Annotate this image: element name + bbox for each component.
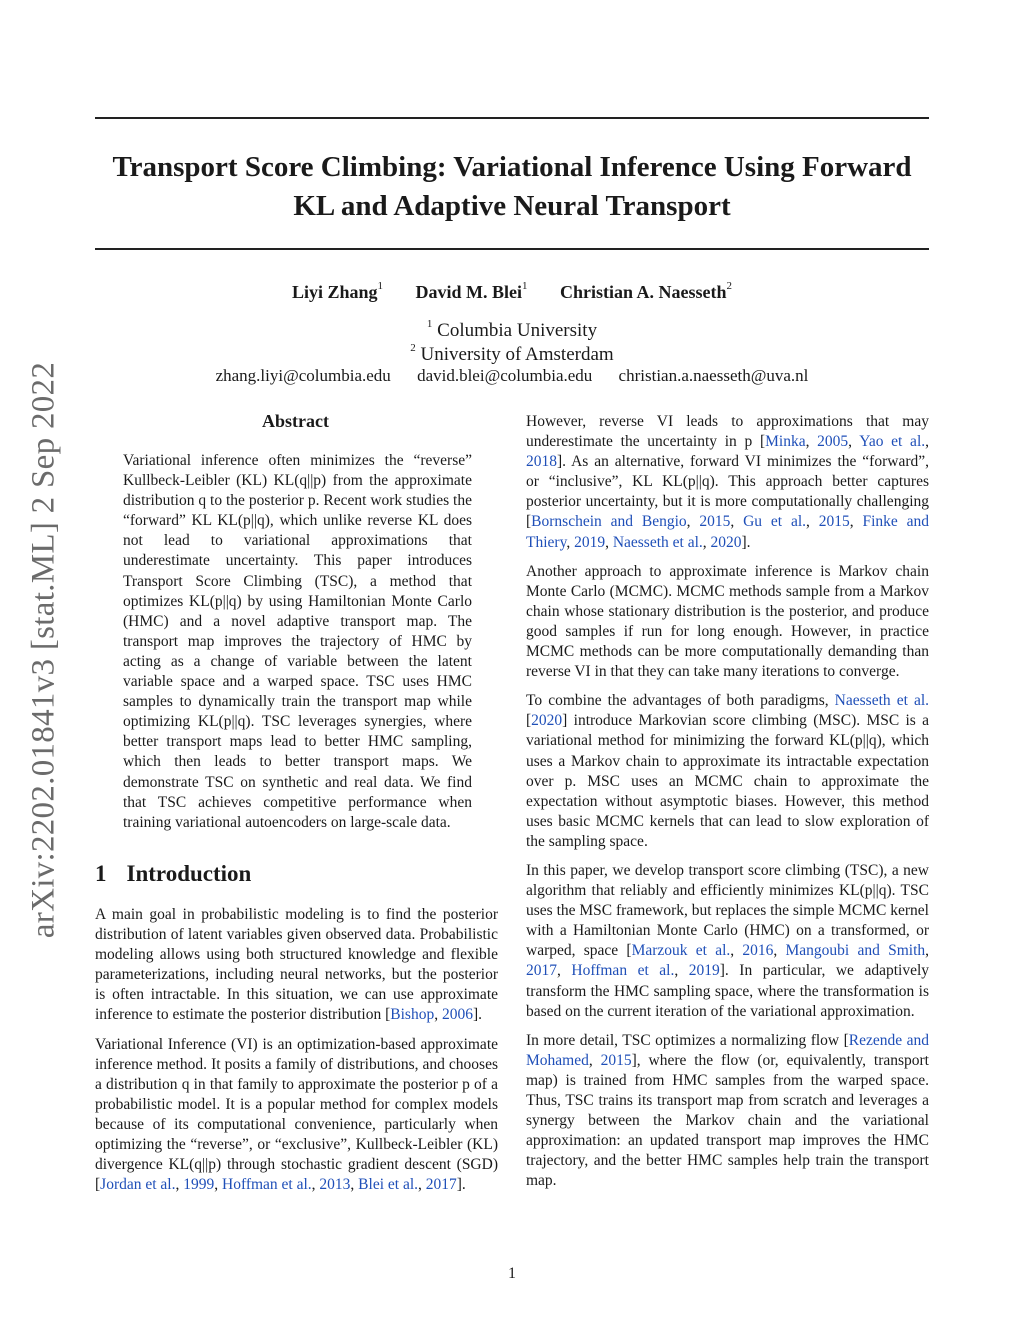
title-line-1: Transport Score Climbing: Variational Inference Using Forward xyxy=(112,151,912,183)
author-list xyxy=(95,282,929,303)
citation-link[interactable]: Naesseth et al. xyxy=(834,692,930,710)
right-paragraph-1: However, reverse VI leads to approximations that may underestimate the uncertainty in p [Minka, 2005, Yao et al., 2018]. As an alternative, forward VI minimizes the “forward”, or “inclusive”, KL KL(p||q). This approach better captures posterior uncertainty, but it is more computationally challenging [Bornschein and Bengio, 2015, Gu et al., 2015, Finke and Thiery, 2019, Naesseth et al., 2020]. xyxy=(526,413,930,551)
citation-year-link[interactable]: 2017 xyxy=(526,962,557,980)
section-introduction-heading xyxy=(95,861,251,887)
title-line-2: KL and Adaptive Neural Transport xyxy=(293,190,731,222)
author-3: Christian A. Naesseth$^2$ xyxy=(560,280,733,302)
left-column-body xyxy=(95,905,498,1204)
citation-year-link[interactable]: 1999 xyxy=(183,1176,215,1194)
abstract-text: Variational inference often minimizes the “reverse” Kullbeck-Leibler (KL) KL(q||p) from the approximate distribution q to the posterior p. Recent work studies the “forward” KL KL(p||q), which unlike reverse KL does not lead to variational approximations that underestimate uncertainty. This paper introduces Transport Score Climbing (TSC), a method that optimizes KL(p||q) by using Hamiltonian Monte Carlo (HMC) and a novel adaptive transport map. The transport map improves the trajectory of HMC by acting as a change of variable between the latent variable space and a warped space. TSC uses HMC samples to dynamically train the transport map while optimizing KL(p||q). TSC leverages synergies, where better transport maps lead to better HMC sampling, which then leads to better transport maps. We demonstrate TSC on synthetic and real data. We find that TSC achieves competitive performance when training variational autoencoders on large-scale data. xyxy=(123,452,472,831)
right-paragraph-2: Another approach to approximate inference is Markov chain Monte Carlo (MCMC). MCMC methods sample from a Markov chain whose stationary distribution is the posterior, and produce good samples if run for long enough. However, in practice MCMC methods can be more computationally demanding than reverse VI in that they can take many iterations to converge. xyxy=(526,562,929,681)
citation-link[interactable]: Gu et al. xyxy=(743,513,807,531)
citation-year-link[interactable]: 2015 xyxy=(699,513,731,531)
email-list xyxy=(95,366,929,386)
paper-title xyxy=(95,148,929,226)
intro-paragraph-2: Variational Inference (VI) is an optimization-based approximate inference method. It posits a family of distributions, and chooses a distribution q in that family to approximate the posterior p of a probabilistic model. It is a popular method for complex models because of its computational convenience, particularly when optimizing the “reverse”, or “exclusive”, Kullbeck-Leibler (KL) divergence KL(q||p) through stochastic gradient descent (SGD) [Jordan et al., 1999, Hoffman et al., 2013, Blei et al., 2017]. xyxy=(95,1035,498,1194)
email-3[interactable]: christian.a.naesseth@uva.nl xyxy=(618,366,809,385)
citation-year-link[interactable]: 2019 xyxy=(688,962,720,980)
citation-link[interactable]: Hoffman et al. xyxy=(571,962,675,980)
title-bottom-rule xyxy=(95,248,929,250)
author-1: Liyi Zhang$^1$ xyxy=(291,280,384,302)
citation-link[interactable]: Minka xyxy=(765,433,806,451)
citation-link[interactable]: Jordan et al. xyxy=(100,1176,176,1194)
abstract-body xyxy=(123,451,472,842)
citation-link[interactable]: Naesseth et al. xyxy=(612,533,703,551)
section-number: 1 xyxy=(95,861,107,886)
citation-link[interactable]: Bishop xyxy=(390,1006,435,1024)
citation-year-link[interactable]: 2006 xyxy=(441,1006,473,1024)
citation-year-link[interactable]: 2019 xyxy=(574,533,606,551)
citation-link[interactable]: Mangoubi and Smith xyxy=(785,942,926,960)
citation-year-link[interactable]: 2020 xyxy=(710,533,742,551)
arxiv-sidebar-stamp: arXiv:2202.01841v3 [stat.ML] 2 Sep 2022 xyxy=(25,361,62,939)
citation-link[interactable]: Finke and Thiery xyxy=(526,513,930,551)
affiliation-1: $^1$ Columbia University xyxy=(426,318,598,341)
citation-year-link[interactable]: 2016 xyxy=(742,942,774,960)
right-paragraph-3: To combine the advantages of both paradigms, Naesseth et al. [2020] introduce Markovian score climbing (MSC). MSC is a variational method for minimizing the forward KL(p||q), which uses a Markov chain to approximate its intractable expectation over p. MSC uses an MCMC chain to approximate the expectation without asymptotic biases. However, this method uses basic MCMC kernels that can lead to slow exploration of the sampling space. xyxy=(526,692,930,850)
citation-link[interactable]: Yao et al. xyxy=(859,433,926,451)
citation-year-link[interactable]: 2020 xyxy=(531,712,563,730)
intro-paragraph-1: A main goal in probabilistic modeling is to find the posterior distribution of latent variables given observed data. Probabilistic modeling allows using both structured knowledge and flexible parameterizations, including neural networks, but the posterior is often intractable. In this situation, we can use approximate inference to estimate the posterior distribution [Bishop, 2006]. xyxy=(95,906,498,1024)
right-column-body xyxy=(526,412,929,1200)
citation-link[interactable]: Rezende and Mohamed xyxy=(526,1031,929,1069)
page-number: 1 xyxy=(508,1265,516,1282)
citation-link[interactable]: Bornschein and Bengio xyxy=(531,513,687,531)
citation-year-link[interactable]: 2018 xyxy=(526,453,557,471)
citation-link[interactable]: Marzouk et al. xyxy=(631,942,731,960)
right-paragraph-4: In this paper, we develop transport score climbing (TSC), a new algorithm that reliably and efficiently minimizes KL(p||q). TSC uses the MSC framework, but replaces the simple MCMC kernel with a Hamiltonian Monte Carlo (HMC) on a transformed, or warped, space [Marzouk et al., 2016, Mangoubi and Smith, 2017, Hoffman et al., 2019]. In particular, we adaptively transform the HMC sampling space, where the transformation is based on the current iteration of the variational approximation. xyxy=(526,861,930,1020)
citation-year-link[interactable]: 2015 xyxy=(600,1051,632,1069)
author-2: David M. Blei$^1$ xyxy=(415,280,528,302)
citation-year-link[interactable]: 2005 xyxy=(817,433,849,451)
section-title: Introduction xyxy=(126,861,252,886)
email-2[interactable]: david.blei@columbia.edu xyxy=(417,366,593,385)
right-paragraph-5: In more detail, TSC optimizes a normalizing flow [Rezende and Mohamed, 2015], where the flow (or, equivalently, transport map) is trained from HMC samples from the warped space. Thus, TSC trains its transport map from scratch and leverages a synergy between the Markov chain and the variational approximation: an updated transport map improves the HMC trajectory, and the better HMC samples help train the transport map. xyxy=(526,1031,929,1190)
email-1[interactable]: zhang.liyi@columbia.edu xyxy=(215,366,391,385)
citation-link[interactable]: Blei et al. xyxy=(358,1176,418,1194)
citation-year-link[interactable]: 2013 xyxy=(319,1176,351,1194)
affiliation-2: $^2$ University of Amsterdam xyxy=(410,342,614,365)
abstract-heading: Abstract xyxy=(262,411,329,431)
citation-year-link[interactable]: 2015 xyxy=(818,513,850,531)
citation-year-link[interactable]: 2017 xyxy=(425,1176,457,1194)
top-rule xyxy=(95,117,929,119)
citation-link[interactable]: Hoffman et al. xyxy=(222,1176,312,1194)
